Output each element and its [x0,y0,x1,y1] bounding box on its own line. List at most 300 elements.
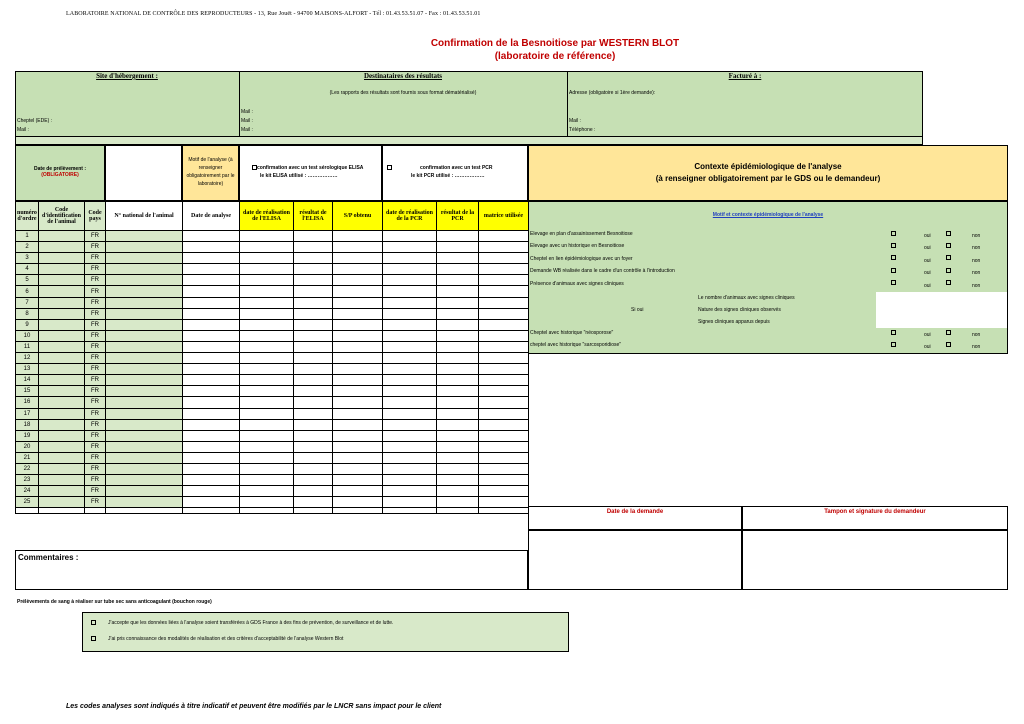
table-cell[interactable] [106,430,183,441]
table-cell[interactable] [383,375,437,386]
table-cell[interactable] [333,475,383,486]
table-cell[interactable] [437,408,479,419]
consent-2[interactable] [91,636,568,642]
row-country[interactable]: FR [85,408,106,419]
table-cell[interactable] [39,308,85,319]
table-cell[interactable] [183,419,240,430]
row-country[interactable]: FR [85,341,106,352]
table-cell[interactable] [333,242,383,253]
table-cell[interactable] [437,319,479,330]
commentaires-box[interactable] [15,550,528,590]
table-cell[interactable] [106,297,183,308]
table-cell[interactable] [240,286,294,297]
table-cell[interactable] [383,463,437,474]
table-cell[interactable] [383,253,437,264]
table-cell[interactable] [333,419,383,430]
table-cell[interactable] [333,297,383,308]
non-label: non [972,257,981,264]
table-cell[interactable] [333,319,383,330]
table-cell[interactable] [479,341,529,352]
row-country[interactable]: FR [85,397,106,408]
table-cell[interactable] [383,353,437,364]
table-cell[interactable] [479,242,529,253]
table-cell[interactable] [183,408,240,419]
table-cell[interactable] [479,408,529,419]
table-cell[interactable] [240,231,294,242]
table-cell[interactable] [183,242,240,253]
elisa-confirm-line[interactable] [252,165,381,171]
table-cell[interactable] [106,441,183,452]
table-cell[interactable] [437,286,479,297]
table-cell[interactable] [479,319,529,330]
table-cell[interactable] [333,341,383,352]
table-cell[interactable] [333,386,383,397]
table-cell[interactable] [183,319,240,330]
table-cell[interactable] [383,231,437,242]
row-country[interactable]: FR [85,308,106,319]
table-cell[interactable] [240,397,294,408]
table-cell[interactable] [240,452,294,463]
table-cell[interactable] [333,253,383,264]
animal-table [15,201,529,514]
table-cell[interactable] [437,475,479,486]
table-cell[interactable] [106,408,183,419]
table-cell[interactable] [240,364,294,375]
table-cell[interactable] [183,231,240,242]
table-cell[interactable] [106,330,183,341]
table-cell[interactable] [479,286,529,297]
non-checkbox[interactable] [946,280,951,285]
table-cell[interactable] [479,253,529,264]
table-cell[interactable] [479,264,529,275]
table-cell[interactable] [106,275,183,286]
non-checkbox[interactable] [946,342,951,347]
table-cell[interactable] [240,486,294,497]
table-cell[interactable] [383,319,437,330]
table-cell[interactable] [240,308,294,319]
table-cell[interactable] [294,475,333,486]
table-cell[interactable] [294,430,333,441]
table-cell[interactable] [437,264,479,275]
table-cell[interactable] [183,475,240,486]
date-demande-field[interactable] [528,530,742,590]
table-cell[interactable] [106,286,183,297]
table-cell[interactable] [106,486,183,497]
table-cell[interactable] [183,275,240,286]
table-cell[interactable] [383,386,437,397]
row-country[interactable]: FR [85,419,106,430]
table-cell[interactable] [383,308,437,319]
table-cell[interactable] [106,452,183,463]
table-cell[interactable] [183,297,240,308]
table-cell[interactable] [294,264,333,275]
table-cell[interactable] [240,253,294,264]
table-cell[interactable] [240,242,294,253]
table-cell[interactable] [39,463,85,474]
table-cell[interactable] [240,264,294,275]
table-cell[interactable] [333,452,383,463]
table-cell[interactable] [479,486,529,497]
table-cell[interactable] [39,297,85,308]
consent-2-checkbox[interactable] [91,636,96,641]
table-cell[interactable] [437,497,479,508]
row-country[interactable]: FR [85,486,106,497]
table-cell[interactable] [39,452,85,463]
table-cell[interactable] [479,330,529,341]
table-cell[interactable] [240,475,294,486]
table-cell[interactable] [383,452,437,463]
table-cell[interactable] [39,497,85,508]
table-cell[interactable] [333,375,383,386]
table-cell[interactable] [437,486,479,497]
table-cell[interactable] [437,463,479,474]
si-oui-depuis: Signes cliniques apparus depuis [698,319,770,325]
table-cell[interactable] [183,341,240,352]
table-row [16,253,529,264]
table-cell[interactable] [383,330,437,341]
table-cell[interactable] [183,364,240,375]
table-cell[interactable] [294,375,333,386]
table-cell[interactable] [383,364,437,375]
table-cell[interactable] [294,364,333,375]
table-row [16,486,529,497]
row-country[interactable]: FR [85,375,106,386]
table-cell[interactable] [106,386,183,397]
pcr-confirm-line[interactable] [387,165,527,171]
table-cell[interactable] [39,330,85,341]
table-cell[interactable] [479,375,529,386]
oui-checkbox[interactable] [891,342,896,347]
table-cell[interactable] [294,253,333,264]
table-cell[interactable] [106,364,183,375]
row-country[interactable]: FR [85,242,106,253]
table-cell[interactable] [437,375,479,386]
table-cell[interactable] [240,497,294,508]
si-oui-label: Si oui [631,307,644,313]
table-cell[interactable] [437,430,479,441]
table-cell[interactable] [39,386,85,397]
table-cell[interactable] [437,397,479,408]
table-cell[interactable] [39,264,85,275]
table-cell[interactable] [479,353,529,364]
table-cell[interactable] [294,275,333,286]
tampon-field[interactable] [742,530,1008,590]
table-cell[interactable] [437,364,479,375]
table-cell[interactable] [106,497,183,508]
table-cell[interactable] [479,308,529,319]
table-cell[interactable] [383,264,437,275]
table-row [16,497,529,508]
table-row [16,364,529,375]
table-cell[interactable] [294,231,333,242]
table-cell[interactable] [294,486,333,497]
table-cell[interactable] [383,408,437,419]
table-cell[interactable] [333,364,383,375]
table-cell[interactable] [333,353,383,364]
table-cell[interactable] [479,275,529,286]
oui-checkbox[interactable] [891,231,896,236]
table-row [16,308,529,319]
table-cell[interactable] [39,319,85,330]
table-cell[interactable] [294,308,333,319]
table-cell[interactable] [39,419,85,430]
table-cell[interactable] [294,408,333,419]
table-cell[interactable] [333,486,383,497]
table-cell[interactable] [240,419,294,430]
table-cell[interactable] [294,497,333,508]
row-country[interactable]: FR [85,441,106,452]
table-cell[interactable] [106,463,183,474]
motif-contexte-link[interactable]: Motif et contexte épidémiologique de l'analyse [712,212,824,218]
date-prelevement-field[interactable] [105,145,182,201]
table-cell[interactable] [106,231,183,242]
table-cell[interactable] [39,286,85,297]
table-cell[interactable] [383,286,437,297]
table-cell[interactable] [183,486,240,497]
oui-checkbox[interactable] [891,268,896,273]
table-cell[interactable] [106,375,183,386]
table-cell[interactable] [106,264,183,275]
row-number: 10 [16,330,39,341]
table-cell [333,508,383,514]
table-cell[interactable] [333,463,383,474]
table-cell[interactable] [437,330,479,341]
table-cell[interactable] [240,386,294,397]
row-number: 13 [16,364,39,375]
table-cell[interactable] [479,386,529,397]
table-cell[interactable] [183,353,240,364]
table-cell[interactable] [437,386,479,397]
table-cell[interactable] [183,375,240,386]
non-checkbox[interactable] [946,243,951,248]
facture-heading: Facturé à : [728,72,762,80]
oui-checkbox[interactable] [891,243,896,248]
table-cell[interactable] [294,419,333,430]
row-country[interactable]: FR [85,275,106,286]
table-cell[interactable] [294,386,333,397]
table-cell[interactable] [333,275,383,286]
oui-checkbox[interactable] [891,280,896,285]
row-country[interactable]: FR [85,430,106,441]
table-cell[interactable] [383,430,437,441]
table-cell[interactable] [106,341,183,352]
table-cell[interactable] [437,231,479,242]
table-cell[interactable] [479,364,529,375]
table-cell[interactable] [240,319,294,330]
table-cell[interactable] [294,463,333,474]
table-cell[interactable] [294,330,333,341]
table-cell[interactable] [106,475,183,486]
table-cell[interactable] [39,231,85,242]
table-cell[interactable] [39,353,85,364]
table-cell[interactable] [39,242,85,253]
table-cell[interactable] [479,463,529,474]
table-cell[interactable] [437,341,479,352]
table-cell[interactable] [39,375,85,386]
table-cell[interactable] [383,419,437,430]
row-country[interactable]: FR [85,231,106,242]
table-cell[interactable] [333,441,383,452]
table-cell[interactable] [39,397,85,408]
table-cell[interactable] [183,386,240,397]
table-cell[interactable] [383,275,437,286]
row-country[interactable]: FR [85,386,106,397]
table-cell[interactable] [333,308,383,319]
table-cell[interactable] [183,452,240,463]
table-cell[interactable] [183,286,240,297]
table-cell[interactable] [437,253,479,264]
table-cell[interactable] [39,275,85,286]
row-country[interactable]: FR [85,475,106,486]
table-cell[interactable] [383,441,437,452]
table-cell[interactable] [294,286,333,297]
table-cell[interactable] [479,419,529,430]
table-cell[interactable] [479,497,529,508]
row-country[interactable]: FR [85,330,106,341]
table-cell[interactable] [383,397,437,408]
table-cell[interactable] [383,475,437,486]
table-cell[interactable] [240,375,294,386]
pcr-checkbox[interactable] [387,165,392,170]
table-cell[interactable] [39,430,85,441]
table-row [16,231,529,242]
non-checkbox[interactable] [946,330,951,335]
table-cell[interactable] [39,475,85,486]
table-row [16,353,529,364]
table-cell[interactable] [183,463,240,474]
table-cell[interactable] [240,341,294,352]
table-cell[interactable] [240,275,294,286]
row-country[interactable]: FR [85,253,106,264]
table-cell[interactable] [479,441,529,452]
table-cell[interactable] [106,353,183,364]
row-country[interactable]: FR [85,319,106,330]
table-cell[interactable] [333,408,383,419]
table-cell[interactable] [183,441,240,452]
table-cell[interactable] [437,452,479,463]
table-cell[interactable] [106,319,183,330]
table-cell[interactable] [383,497,437,508]
table-cell[interactable] [240,463,294,474]
table-cell[interactable] [437,441,479,452]
table-cell[interactable] [106,308,183,319]
non-checkbox[interactable] [946,255,951,260]
table-cell[interactable] [333,397,383,408]
col-matrice: matrice utilisée [479,202,529,231]
table-cell[interactable] [383,486,437,497]
table-cell[interactable] [39,408,85,419]
row-country[interactable]: FR [85,452,106,463]
table-cell[interactable] [183,330,240,341]
row-country[interactable]: FR [85,463,106,474]
row-country[interactable]: FR [85,497,106,508]
table-cell[interactable] [479,430,529,441]
table-cell[interactable] [383,297,437,308]
table-cell[interactable] [39,441,85,452]
row-country[interactable]: FR [85,353,106,364]
table-cell[interactable] [437,297,479,308]
table-cell[interactable] [39,364,85,375]
form-subtitle: (laboratoire de référence) [494,51,616,62]
table-cell[interactable] [240,430,294,441]
table-cell[interactable] [240,441,294,452]
table-cell[interactable] [333,497,383,508]
oui-checkbox[interactable] [891,330,896,335]
row-country[interactable]: FR [85,286,106,297]
table-cell[interactable] [333,286,383,297]
table-cell[interactable] [383,341,437,352]
table-row [16,319,529,330]
table-cell[interactable] [106,253,183,264]
table-cell[interactable] [294,353,333,364]
table-cell[interactable] [39,486,85,497]
table-cell[interactable] [437,353,479,364]
non-checkbox[interactable] [946,268,951,273]
table-cell[interactable] [183,308,240,319]
consent-1[interactable] [91,620,568,626]
table-cell[interactable] [183,264,240,275]
row-country[interactable]: FR [85,264,106,275]
row-country[interactable]: FR [85,364,106,375]
table-cell[interactable] [437,419,479,430]
table-cell[interactable] [39,341,85,352]
table-cell[interactable] [183,397,240,408]
table-cell[interactable] [333,231,383,242]
table-cell[interactable] [333,430,383,441]
context-item-label: Elevage avec un historique en Besnoitiose [530,243,625,250]
row-country[interactable]: FR [85,297,106,308]
table-cell[interactable] [383,242,437,253]
table-cell[interactable] [479,475,529,486]
table-cell[interactable] [333,330,383,341]
table-cell[interactable] [106,419,183,430]
table-cell[interactable] [437,308,479,319]
table-cell[interactable] [294,319,333,330]
table-cell[interactable] [106,397,183,408]
table-cell[interactable] [294,452,333,463]
non-checkbox[interactable] [946,231,951,236]
table-cell[interactable] [437,242,479,253]
table-cell[interactable] [240,353,294,364]
table-cell[interactable] [294,341,333,352]
table-cell[interactable] [39,253,85,264]
table-cell[interactable] [479,452,529,463]
table-cell[interactable] [240,408,294,419]
table-cell[interactable] [240,330,294,341]
col-national: N° national de l'animal [106,202,183,231]
table-cell[interactable] [294,297,333,308]
table-cell[interactable] [294,441,333,452]
table-cell[interactable] [479,397,529,408]
table-cell[interactable] [106,242,183,253]
table-cell[interactable] [294,242,333,253]
table-cell[interactable] [183,497,240,508]
table-row [16,430,529,441]
oui-checkbox[interactable] [891,255,896,260]
table-cell[interactable] [240,297,294,308]
table-cell[interactable] [294,397,333,408]
table-cell[interactable] [479,297,529,308]
table-cell[interactable] [183,253,240,264]
footer-note: Les codes analyses sont indiqués à titre indicatif et peuvent être modifiés par le LNCR sans impact pour le client [66,703,442,710]
consent-1-checkbox[interactable] [91,620,96,625]
table-cell[interactable] [333,264,383,275]
si-oui-blank[interactable] [876,292,1007,328]
context-item-label: Présence d'animaux avec signes cliniques [530,280,624,287]
table-cell[interactable] [183,430,240,441]
table-cell[interactable] [437,275,479,286]
table-cell[interactable] [479,231,529,242]
